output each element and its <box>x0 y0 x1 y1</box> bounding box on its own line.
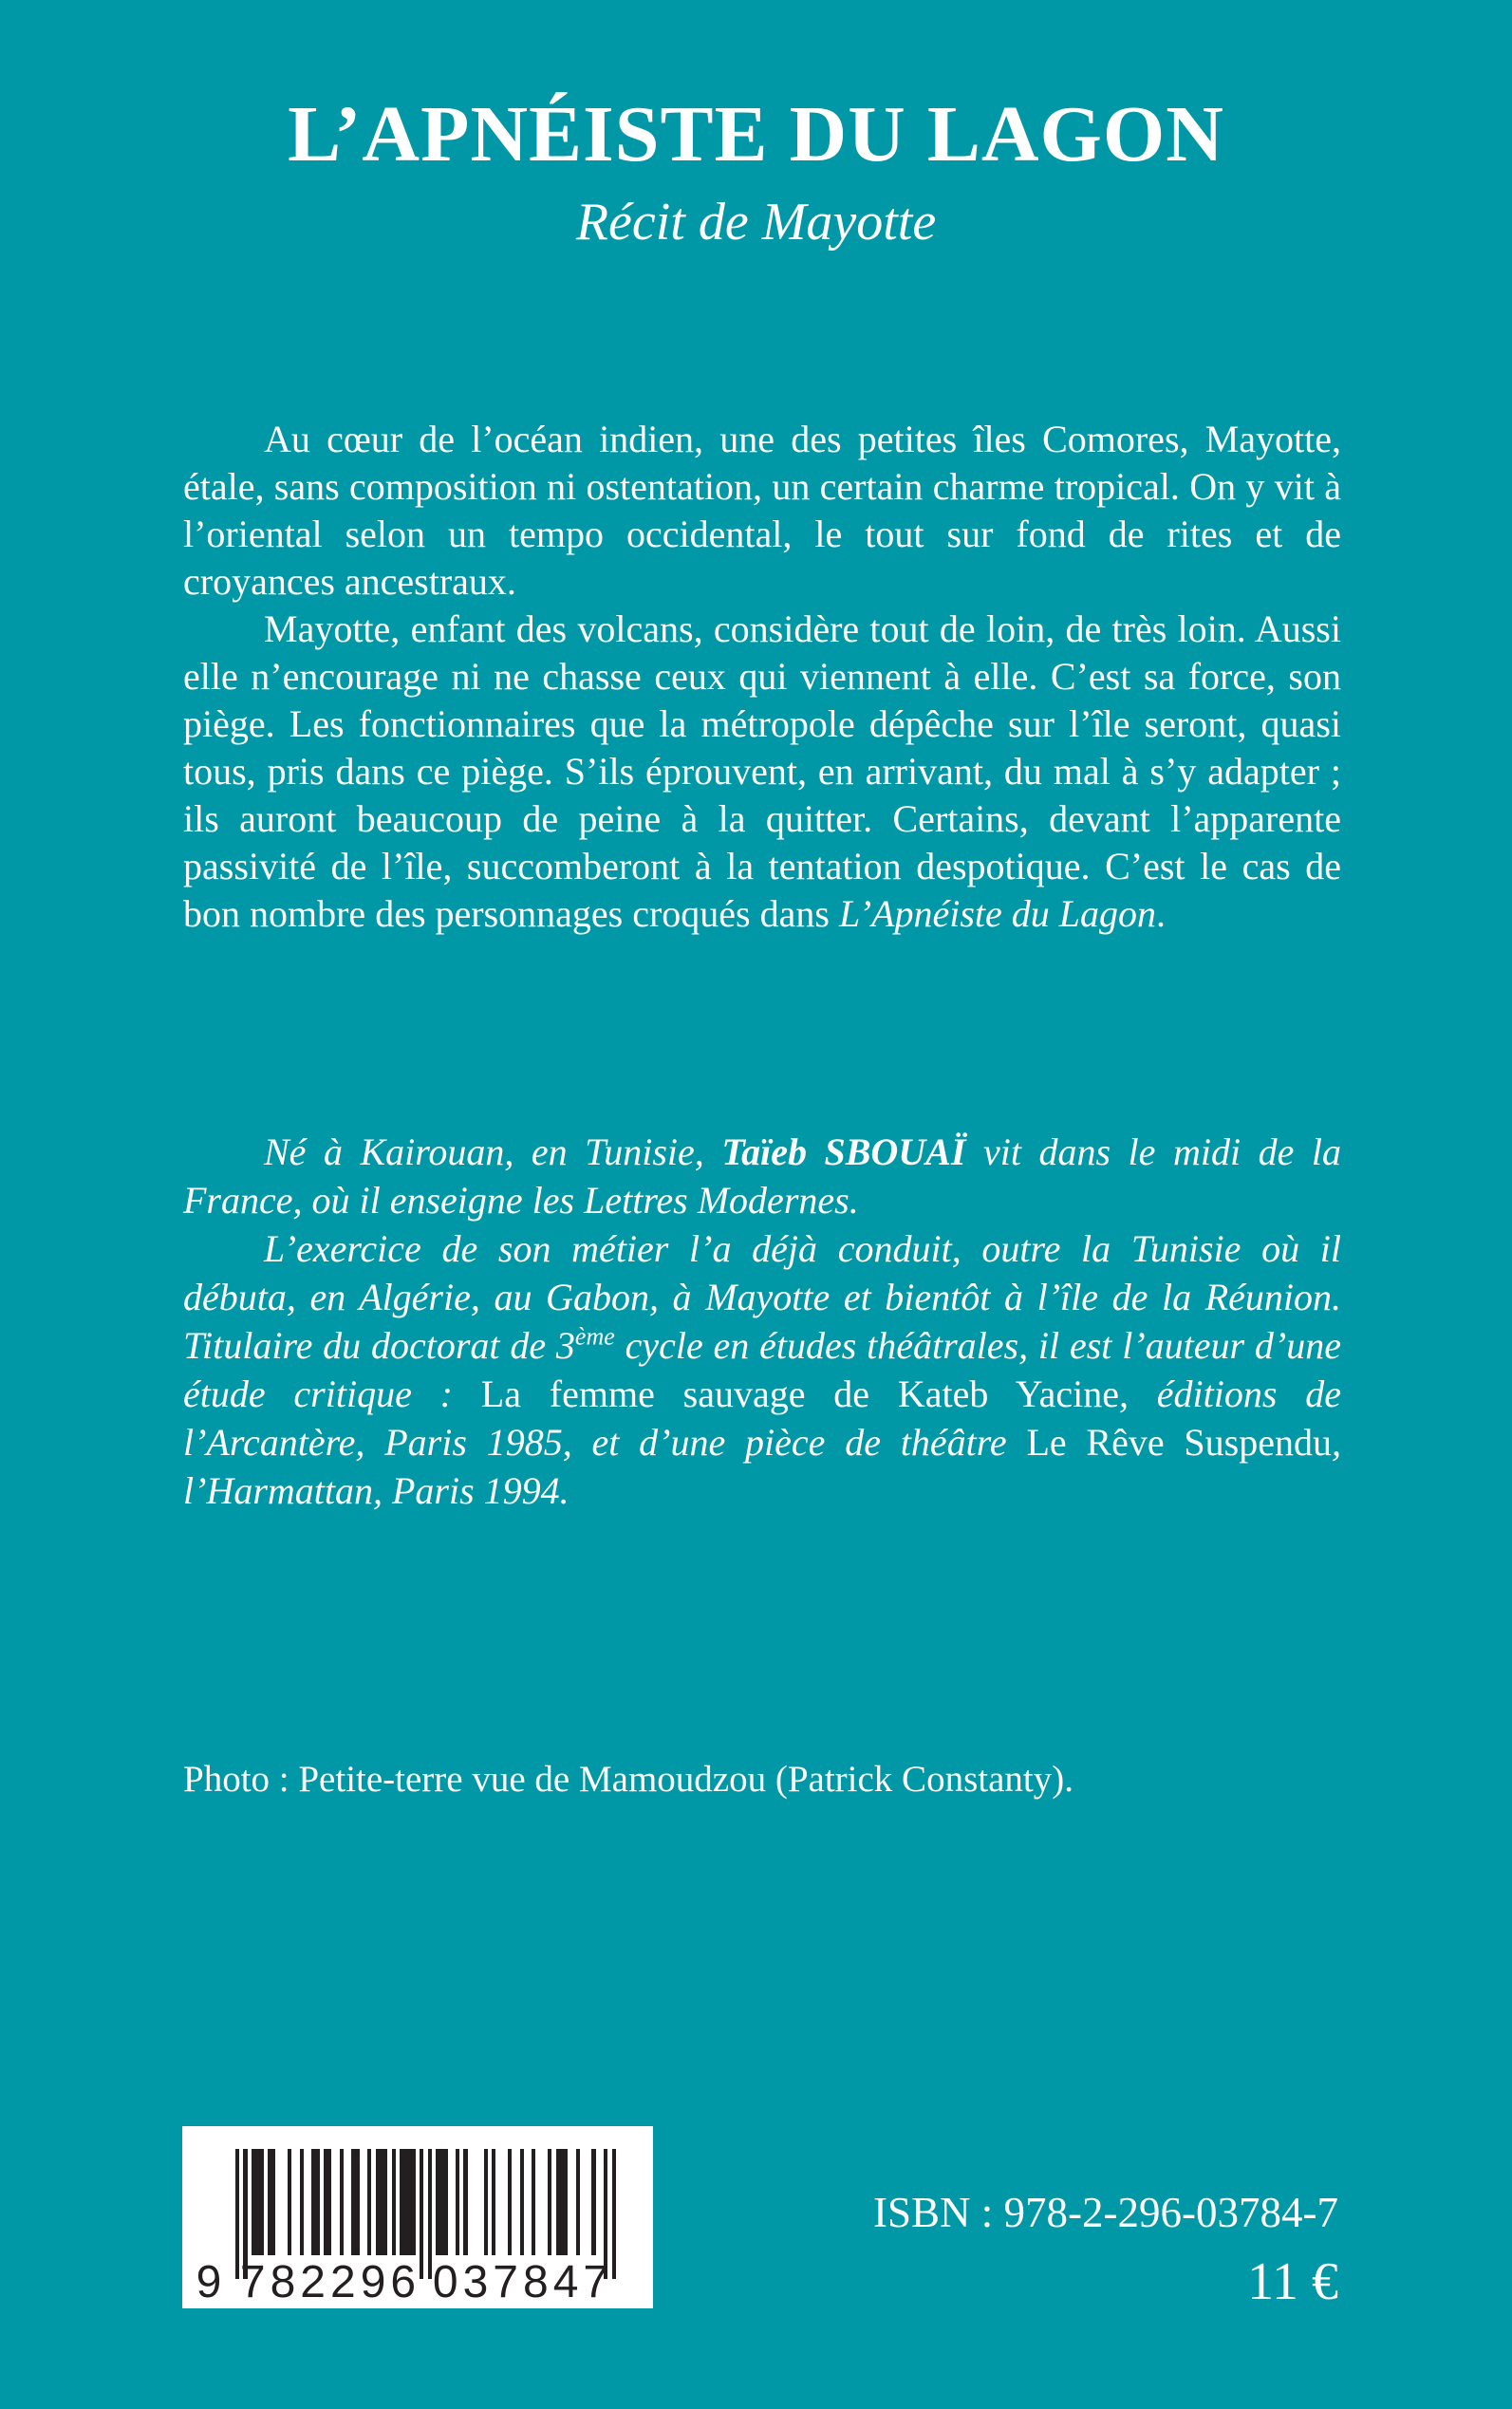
work-title-study: La femme sauvage de Kateb Yacine <box>480 1373 1119 1415</box>
bio-p1-text-before: Né à Kairouan, en Tunisie, <box>264 1130 722 1173</box>
author-name: Taïeb SBOUAÏ <box>721 1130 966 1173</box>
barcode-digit-first: 9 <box>196 2257 222 2307</box>
barcode-group-1: 782296 <box>239 2257 421 2307</box>
bio-p2-text-1: L’exercice de son métier l’a déjà conduit, outre la Tunisie où il débuta, en Algérie, au Gabon, à Mayotte et bientôt à l’île de la Réunion. Titulaire du doctorat de 3 <box>183 1227 1341 1367</box>
bio-p2-text-3: , éditions de l’Arcantère, Paris 1985, et d’une pièce de théâtre <box>183 1373 1342 1464</box>
synopsis-paragraph-1: Au cœur de l’océan indien, une des petites îles Comores, Mayotte, étale, sans composition ni ostentation, un certain charme tropical. On y vit à l’oriental selon un tempo occidental, le tout sur fond de rites et de croyances ancestraux. <box>183 418 1341 603</box>
synopsis-paragraph-2-period: . <box>1156 892 1166 935</box>
book-subtitle: Récit de Mayotte <box>575 193 937 252</box>
superscript-eme: ème <box>574 1322 615 1351</box>
photo-credit: Photo : Petite-terre vue de Mamoudzou (Patrick Constanty). <box>183 1759 1073 1800</box>
bio-paragraph-1 <box>183 1128 1341 1224</box>
bio-p2-text-4: , l’Harmattan, Paris 1994. <box>183 1421 1341 1512</box>
synopsis <box>183 416 1341 938</box>
work-title-play: Le Rêve Suspendu <box>1026 1421 1332 1464</box>
header <box>0 91 1512 252</box>
synopsis-paragraph-2 <box>183 606 1341 938</box>
isbn: ISBN : 978-2-296-03784-7 <box>873 2189 1338 2236</box>
synopsis-paragraph-2-text: Mayotte, enfant des volcans, considère tout de loin, de très loin. Aussi elle n’encourage ni ne chasse ceux qui viennent à elle. C’est sa force, son piège. Les fonctionnaires que la métropole dépêche sur l’île seront, quasi tous, pris dans ce piège. S’ils éprouvent, en arrivant, du mal à s’y adapter ; ils auront beaucoup de peine à la quitter. Certains, devant l’apparente passivité de l’île, succomberont à la tentation despotique. C’est le cas de bon nombre des personnages croqués dans <box>183 607 1341 935</box>
barcode <box>182 2126 653 2308</box>
book-title-reference: L’Apnéiste du Lagon <box>838 892 1156 935</box>
bio-p1-text-after: vit dans le midi de la France, où il enseigne les Lettres Modernes. <box>183 1130 1341 1222</box>
bio-p2-text-2: cycle en études théâtrales, il est l’auteur d’une étude critique : <box>183 1324 1341 1415</box>
author-bio <box>183 1128 1341 1515</box>
price: 11 € <box>1247 2252 1338 2311</box>
barcode-digits <box>182 2259 621 2306</box>
book-title: L’APNÉISTE DU LAGON <box>288 90 1224 178</box>
barcode-group-2: 037847 <box>432 2257 614 2307</box>
bio-paragraph-2 <box>183 1224 1341 1515</box>
